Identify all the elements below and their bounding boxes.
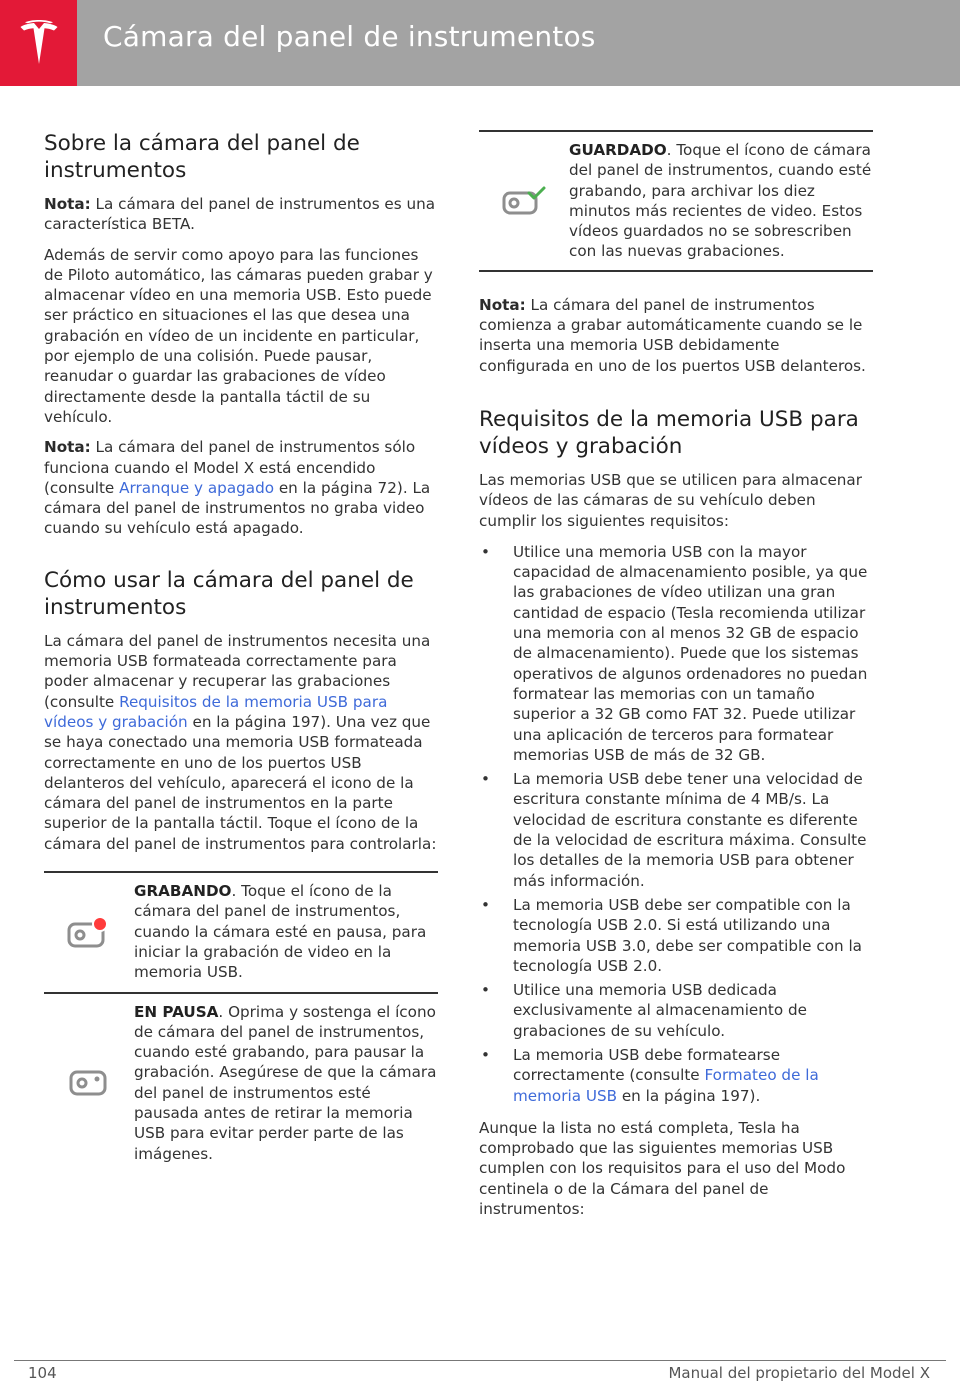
page-number: 104 xyxy=(28,1364,57,1382)
icon-cell xyxy=(479,140,569,262)
list-item: • La memoria USB debe formatearse correctamente (consulte Formateo de la memoria USB en la página 197). xyxy=(481,1045,819,1105)
note-text: La cámara del panel de instrumentos comienza a grabar automáticamente cuando se le inserta una memoria USB debidamente configurada en uno de los puertos USB delanteros. xyxy=(479,295,866,375)
heading-requirements: Requisitos de la memoria USB para vídeos y grabación xyxy=(479,406,859,459)
camera-saved-icon xyxy=(501,183,547,219)
link-requisitos-usb[interactable]: Requisitos de la memoria USB para vídeos y grabación xyxy=(44,692,388,731)
camera-recording-icon xyxy=(66,914,112,950)
list-item: • La memoria USB debe tener una velocidad de escritura constante mínima de 4 MB/s. La velocidad de escritura constante es diferente de la velocidad de escritura máxima. Consulte los detalles de la memoria USB para obtener más información. xyxy=(481,770,867,890)
note-beta xyxy=(44,194,438,235)
note-model-x xyxy=(44,437,438,538)
status-description: . Oprima y sostenga el ícono de cámara del panel de instrumentos, cuando esté grabando, para pausar la grabación. Asegúrese de que la cámara del panel de instrumentos esté pausada antes de retirar la memoria USB para evitar perder parte de las imágenes. xyxy=(134,1002,437,1163)
left-column xyxy=(44,130,438,1172)
row-text xyxy=(134,1002,438,1164)
footer-title: Manual del propietario del Model X xyxy=(668,1364,930,1382)
row-saved xyxy=(479,130,873,272)
requirements-intro: Las memorias USB que se utilicen para almacenar vídeos de las cámaras de su vehículo deben cumplir los siguientes requisitos: xyxy=(479,470,862,530)
page-header xyxy=(0,0,960,86)
status-label: GUARDADO xyxy=(569,141,667,159)
status-label: EN PAUSA xyxy=(134,1002,219,1021)
status-description: . Toque el ícono de cámara del panel de instrumentos, cuando esté grabando, para archivar los diez minutos más recientes de video. Estos vídeos guardados no se sobrescriben con las nuevas grabaciones. xyxy=(569,141,872,261)
camera-paused-icon xyxy=(66,1065,112,1101)
requirements-list xyxy=(479,542,873,1106)
howto-paragraph xyxy=(44,631,438,854)
row-text xyxy=(134,881,438,982)
link-arranque-apagado[interactable]: Arranque y apagado xyxy=(119,478,275,497)
bullet-glyph: • xyxy=(481,1045,490,1064)
bullet-glyph: • xyxy=(481,981,490,1000)
status-label: GRABANDO xyxy=(134,882,232,901)
heading-howto: Cómo usar la cámara del panel de instrumentos xyxy=(44,567,414,620)
tesla-logo-icon xyxy=(19,20,59,66)
row-paused xyxy=(44,992,438,1172)
intro-paragraph: Además de servir como apoyo para las funciones de Piloto automático, las cámaras pueden grabar y almacenar vídeo en una memoria USB. Esto puede ser práctico en situaciones el las que desea una grabación en vídeo de un incidente en particular, por ejemplo de una colisión. Puede pausar, reanudar o guardar las grabaciones de vídeo directamente desde la pantalla táctil de su vehículo. xyxy=(44,245,433,426)
howto-text: La cámara del panel de instrumentos necesita una memoria USB formateada correctamente para poder almacenar y recuperar las grabaciones (consulte xyxy=(44,631,431,711)
bullet-glyph: • xyxy=(481,542,490,561)
note-text: en la página 72). La cámara del panel de instrumentos no graba video cuando su vehículo está apagado. xyxy=(44,478,431,538)
right-column xyxy=(479,130,873,1219)
footer-divider xyxy=(14,1360,946,1361)
note-label: Nota: xyxy=(44,438,91,457)
bullet-glyph: • xyxy=(481,770,490,789)
page-title: Cámara del panel de instrumentos xyxy=(103,20,596,53)
list-item: • La memoria USB debe ser compatible con la tecnología USB 2.0. Si está utilizando una memoria USB 3.0, debe ser compatible con la tecnología USB 2.0. xyxy=(481,895,862,975)
icon-cell xyxy=(44,881,134,982)
note-text: La cámara del panel de instrumentos sólo funciona cuando el Model X está encendido (consulte xyxy=(44,438,416,497)
tested-usb-paragraph: Aunque la lista no está completa, Tesla ha comprobado que las siguientes memorias USB cumplen con los requisitos para el uso del Modo centinela o de la Cámara del panel de instrumentos: xyxy=(479,1118,846,1219)
link-formateo-usb[interactable]: Formateo de la memoria USB xyxy=(513,1066,819,1105)
howto-text: en la página 197). Una vez que se haya conectado una memoria USB formateada correctamente en uno de los puertos USB delanteros del vehículo, aparecerá el icono de la cámara del panel de instrumentos en la parte superior de la pantalla táctil. Toque el ícono de la cámara del panel de instrumentos para controlarla: xyxy=(44,712,437,853)
note-auto-record xyxy=(479,295,873,376)
logo-box xyxy=(0,0,77,86)
list-item: • Utilice una memoria USB dedicada exclusivamente al almacenamiento de grabaciones de su vehículo. xyxy=(481,981,807,1040)
list-item: • Utilice una memoria USB con la mayor capacidad de almacenamiento posible, ya que las grabaciones de vídeo utilizan una gran cantidad de espacio (Tesla recomienda utilizar una memoria con al menos 32 GB de espacio de almacenamiento). Puede que los sistemas operativos de algunos ordenadores no puedan formatear las memorias con un tamaño superior a 32 GB como FAT 32. Puede utilizar una aplicación de terceros para formatear memorias USB de más de 32 GB. xyxy=(481,542,868,764)
bullet-glyph: • xyxy=(481,895,490,914)
status-description: . Toque el ícono de la cámara del panel de instrumentos, cuando la cámara esté en pausa, para iniciar la grabación de video en la memoria USB. xyxy=(134,882,427,982)
heading-about: Sobre la cámara del panel de instrumentos xyxy=(44,131,360,183)
note-label: Nota: xyxy=(44,195,91,213)
note-text: La cámara del panel de instrumentos es una característica BETA. xyxy=(44,195,436,234)
row-text xyxy=(569,140,873,262)
row-recording xyxy=(44,871,438,991)
icon-cell xyxy=(44,1002,134,1164)
note-label: Nota: xyxy=(479,295,526,314)
